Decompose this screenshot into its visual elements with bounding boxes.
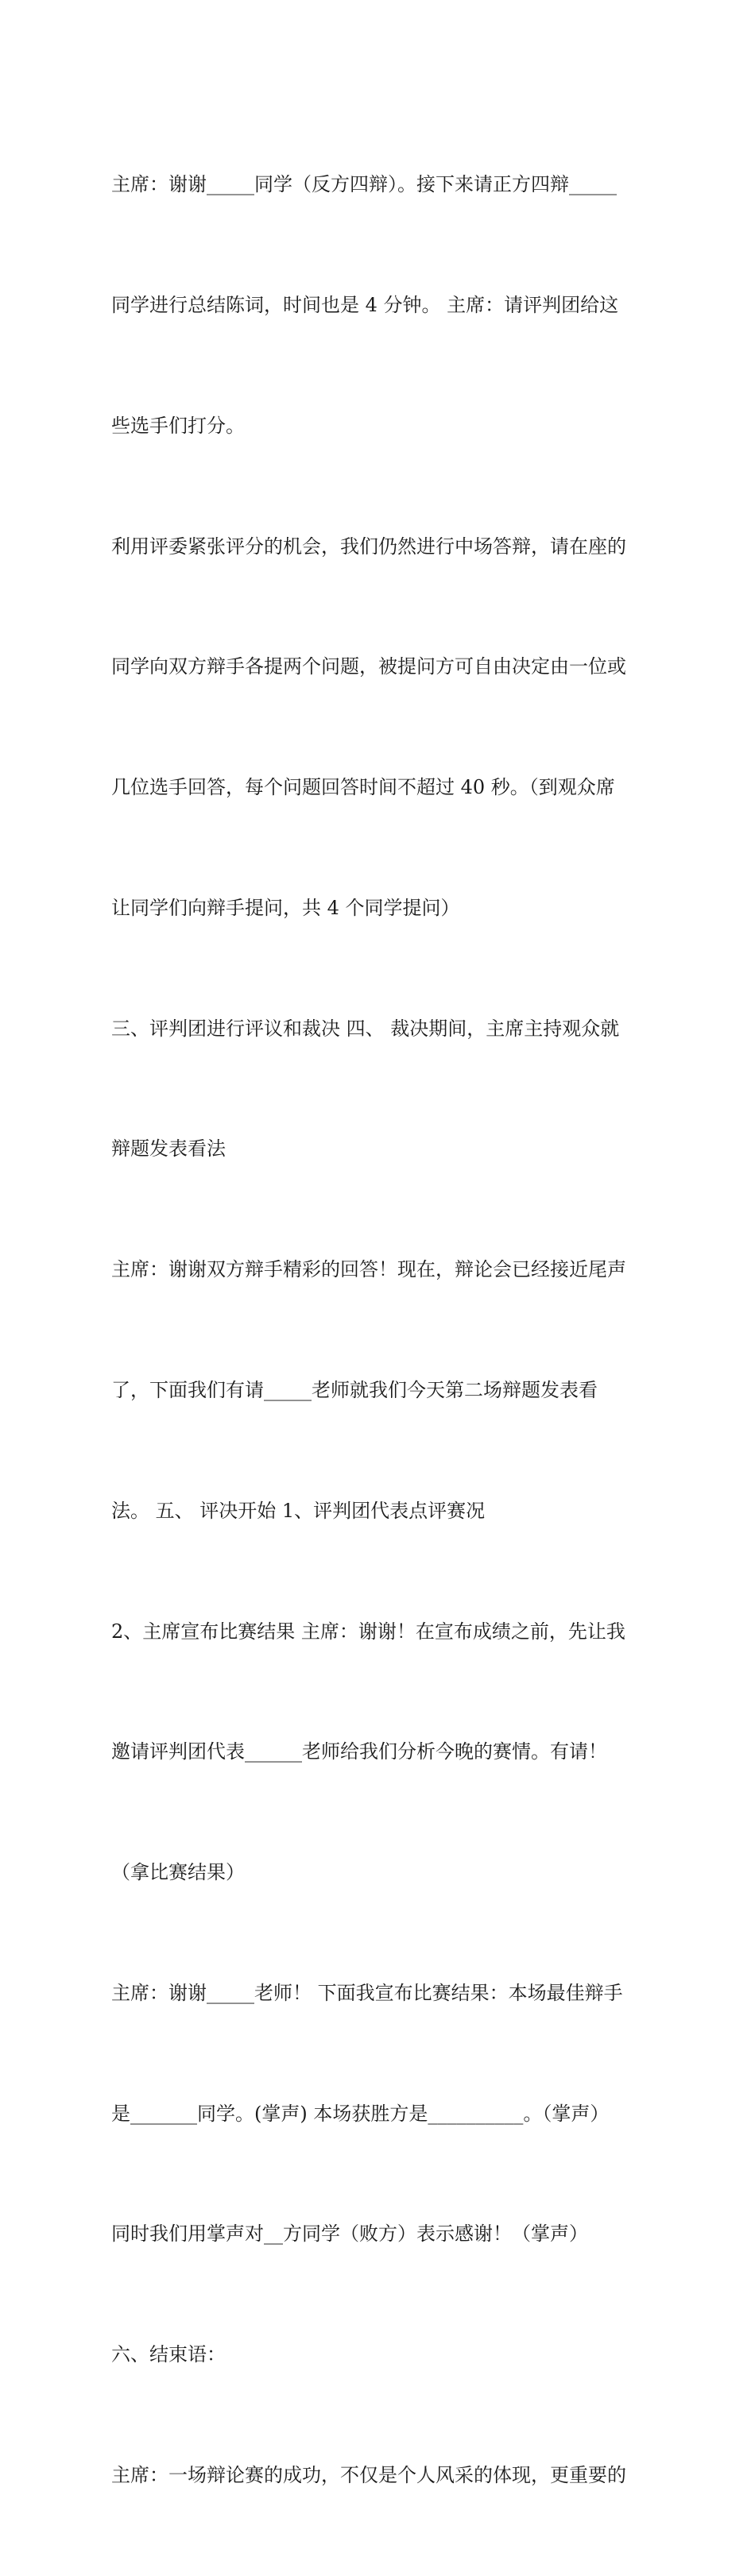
text-line: 让同学们向辩手提问，共 4 个同学提问） xyxy=(111,896,460,919)
text-line: （拿比赛结果） xyxy=(111,1861,245,1884)
text-line: 主席：谢谢_____同学（反方四辩）。接下来请正方四辩_____ xyxy=(111,173,617,196)
text-line: 利用评委紧张评分的机会，我们仍然进行中场答辩，请在座的 xyxy=(111,535,626,558)
text-line: 法。 五、 评决开始 1、评判团代表点评赛况 xyxy=(111,1499,486,1522)
text-line: 主席：谢谢_____老师！ 下面我宣布比赛结果：本场最佳辩手 xyxy=(111,1981,623,2004)
text-line: 是_______同学。(掌声) 本场获胜方是__________。（掌声） xyxy=(111,2102,610,2125)
text-line: 几位选手回答，每个问题回答时间不超过 40 秒。（到观众席 xyxy=(111,776,615,799)
text-line: 2、主席宣布比赛结果 主席：谢谢！在宣布成绩之前，先让我 xyxy=(111,1620,625,1643)
text-line: 同学进行总结陈词，时间也是 4 分钟。 主席：请评判团给这 xyxy=(111,293,619,316)
text-line: 辩题发表看法 xyxy=(111,1137,226,1161)
text-line: 同时我们用掌声对__方同学（败方）表示感谢！（掌声） xyxy=(111,2223,588,2246)
text-line: 六、结束语： xyxy=(111,2343,226,2366)
text-line: 主席：一场辩论赛的成功，不仅是个人风采的体现，更重要的 xyxy=(111,2464,626,2487)
text-line: 些选手们打分。 xyxy=(111,414,245,437)
text-line: 三、评判团进行评议和裁决 四、 裁决期间，主席主持观众就 xyxy=(111,1017,620,1040)
text-line: 了，下面我们有请_____老师就我们今天第二场辩题发表看 xyxy=(111,1379,598,1401)
text-line: 同学向双方辩手各提两个问题，被提问方可自由决定由一位或 xyxy=(111,655,626,678)
text-line: 主席：谢谢双方辩手精彩的回答！现在，辩论会已经接近尾声 xyxy=(111,1258,626,1281)
document-body xyxy=(111,84,660,2576)
text-line: 邀请评判团代表______老师给我们分析今晚的赛情。有请！ xyxy=(111,1740,607,1763)
